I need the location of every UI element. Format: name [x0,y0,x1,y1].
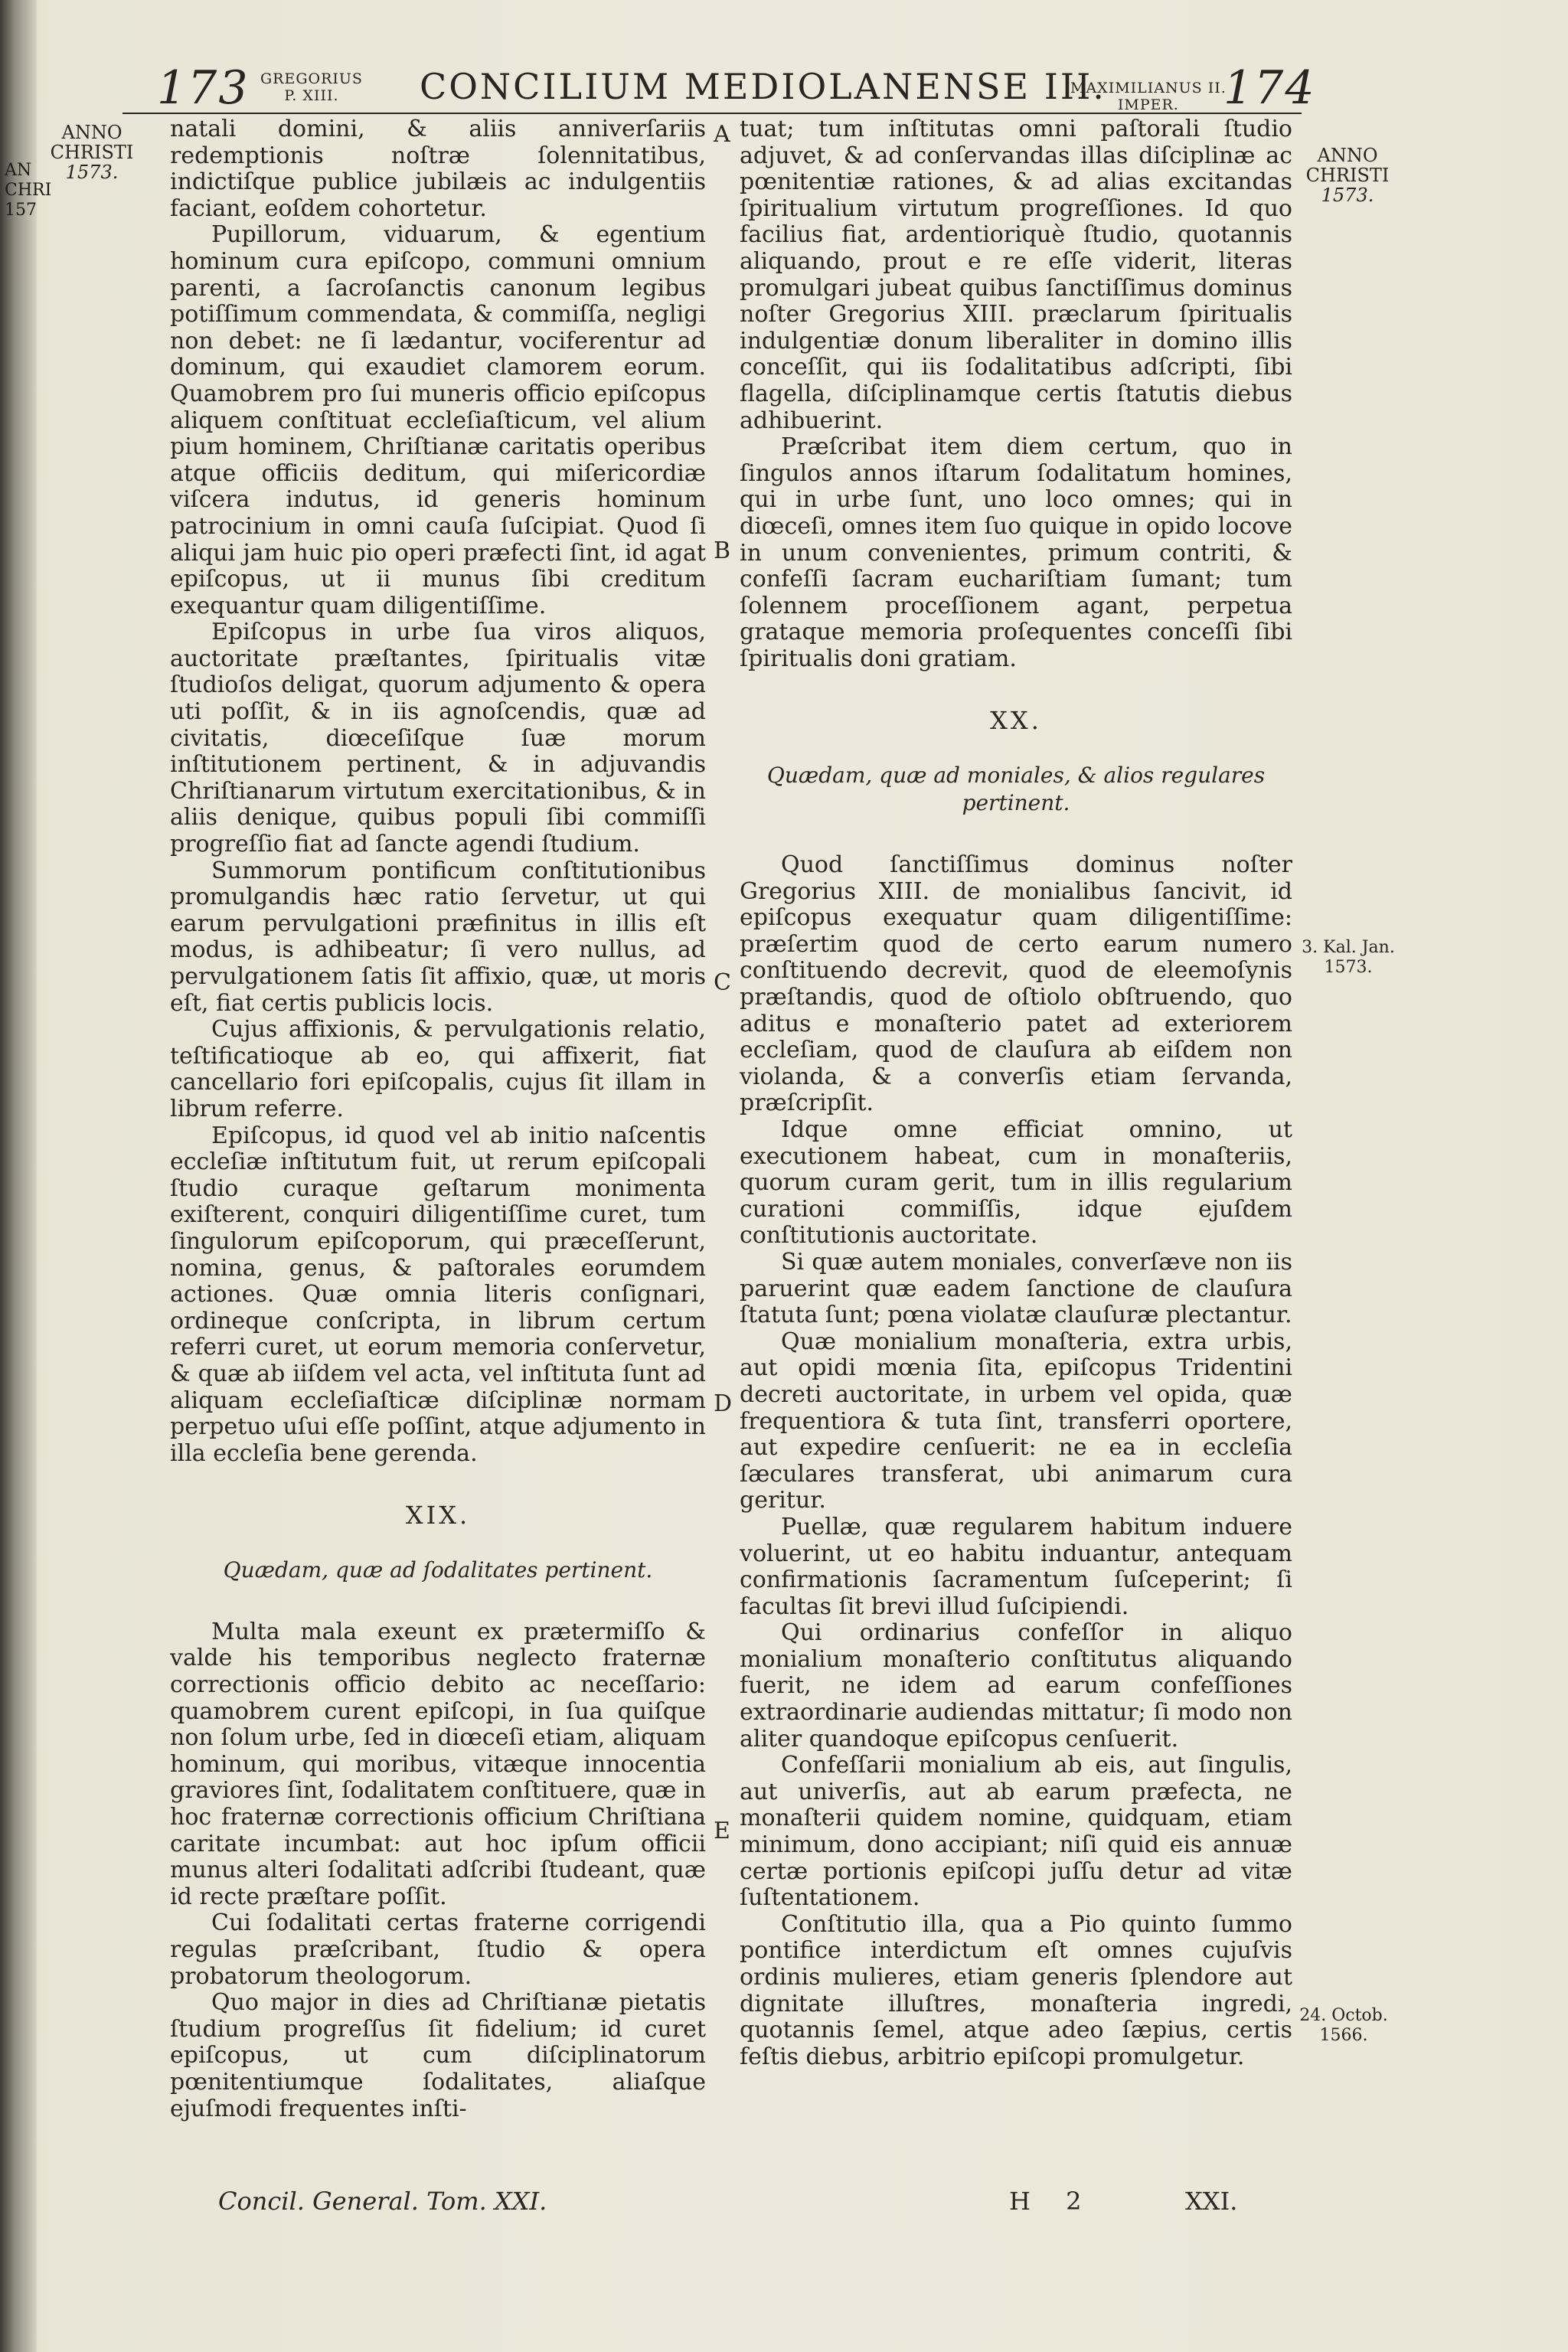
margin-letter: E [714,1818,730,1844]
right-text-column [740,116,1292,2070]
paragraph: Qui ordinarius confeſſor in aliquo monialium monaſterio conſtitutus aliquando fuerit, ne idem ad earum confeſſiones extraordinarie audiendas mittatur; ſi modo non aliter quandoque epiſcopus cenſuerit. [740,1619,1292,1753]
right-running-head: MAXIMILIANUS II. IMPER. [1070,80,1227,113]
section-number: XIX. [405,1501,471,1530]
paragraph: Puellæ, quæ regularem habitum induere voluerint, ut eo habitu induantur, antequam confirmationis ſacramentum ſuſceperint; ſi facultas ſit brevi illud ſuſcipiendi. [740,1513,1292,1620]
left-text-column [170,116,706,2122]
margin-letter: A [714,121,730,148]
right-year-note: ANNO CHRISTI 1573. [1305,145,1390,206]
header-rule [122,113,1302,114]
date-note: 3. Kal. Jan. 1573. [1302,938,1395,977]
footer-volume: Concil. General. Tom. XXI. [218,2187,547,2216]
paragraph: natali domini, & aliis anniverſariis redemptionis noſtræ ſolennitatibus, indictiſque publice jubilæis ac indulgentiis faciant, eoſdem cohortetur. [170,116,706,222]
margin-letter: D [714,1390,733,1417]
paragraph: Pupillorum, viduarum, & egentium hominum cura epiſcopo, communi omnium parenti, a ſacroſanctis canonum legibus potiſſimum commendata, & commiſſa, negligi non debet: ne ſi lædantur, vociferentur ad dominum, qui exaudiet clamorem eorum. Quamobrem pro ſui muneris officio epiſcopus aliquem conſtituat eccleſiaſticum, vel alium pium hominem, Chriſtianæ caritatis operibus atque officiis deditum, qui miſericordiæ viſcera indutus, id generis hominum patrocinium in omni cauſa ſuſcipiat. Quod ſi aliqui jam huic pio operi præfecti ſint, id agat epiſcopus, ut ii munus ſibi creditum exequantur quam diligentiſſime. [170,221,706,619]
right-page-number: 174 [1223,61,1316,115]
paragraph: Idque omne efficiat omnino, ut executionem habeat, cum in monaſteriis, quorum curam gerit, tum in illis regularium curationi commiſſis, idque ejuſdem conſtitutionis auctoritate. [740,1116,1292,1250]
paragraph: Epiſcopus, id quod vel ab initio naſcentis eccleſiæ inſtitutum fuit, ut rerum epiſcopali ſtudio curaque geſtarum monimenta exiſterent, conquiri diligentiſſime curet, tum ſingulorum epiſcoporum, qui præceſſerunt, nomina, genus, & paſtorales eorumdem actiones. Quæ omnia literis conſignari, ordineque conſcripta, in librum certum referri curet, ut eorum memoria conſervetur, & quæ ab iiſdem vel acta, vel inſtituta ſunt ad aliquam eccleſiaſticæ diſciplinæ normam perpetuo uſui eſſe poſſint, atque adjumento in illa eccleſia bene gerenda. [170,1122,706,1467]
page-title: CONCILIUM MEDIOLANENSE III. [420,66,1106,107]
margin-letter: C [714,969,731,996]
date-note: 24. Octob. 1566. [1299,2006,1388,2045]
paragraph: Cujus affixionis, & pervulgationis relatio, teſtificatioque ab eo, qui affixerit, fiat cancellario fori epiſcopalis, cujus ſit illam in librum referre. [170,1016,706,1122]
paragraph: tuat; tum inſtitutas omni paſtorali ſtudio adjuvet, & ad conſervandas illas diſciplinæ ac pœnitentiæ rationes, & ad alias excitandas ſpiritualium virtutum progreſſiones. Id quo facilius fiat, ardentioriquè ſtudio, quotannis aliquando, prout e re eſſe viderit, literas promulgari jubeat quibus ſanctiſſimus dominus noſter Gregorius XIII. præclarum ſpiritualis indulgentiæ donum liberaliter in domino illis conceſſit, qui iis ſodalitatibus adſcripti, ſibi flagella, diſciplinamque certis ſtatutis diebus adhibuerint. [740,116,1292,434]
paragraph: Summorum pontificum conſtitutionibus promulgandis hæc ratio ſervetur, ut qui earum pervulgationi præfinitus in illis eſt modus, is adhibeatur; ſi vero nullus, ad pervulgationem ſatis ſit affixio, quæ, ut moris eſt, fiat certis publicis locis. [170,857,706,1017]
left-year-note: ANNO CHRISTI 1573. [50,122,134,183]
section-title: Quædam, quæ ad moniales, & alios regulares pertinent. [766,763,1266,816]
left-page-number: 173 [157,61,250,115]
paragraph: Conſtitutio illa, qua a Pio quinto ſummo pontifice interdictum eſt omnes cujuſvis ordinis mulieres, etiam generis ſplendore aut dignitate illuſtres, monaſteria ingredi, quotannis ſemel, atque adeo ſæpius, certis feſtis diebus, arbitrio epiſcopi promulgetur. [740,1910,1292,2070]
paragraph: Quod ſanctiſſimus dominus noſter Gregorius XIII. de monialibus ſancivit, id epiſcopus exequatur quam diligentiſſime: præſertim quod de certo earum numero conſtituendo decrevit, quod de eleemoſynis præſtandis, quod de oſtiolo obſtruendo, quo aditus e monaſterio patet ad exteriorem eccleſiam, quod de clauſura ab eiſdem non violanda, & a converſis etiam ſervanda, præſcripſit. [740,851,1292,1117]
paragraph: Si quæ autem moniales, converſæve non iis paruerint quæ eadem ſanctione de clauſura ſtatuta ſunt; pœna violatæ clauſuræ plectantur. [740,1248,1292,1329]
paragraph: Quo major in dies ad Chriſtianæ pietatis ſtudium progreſſus ſit fidelium; id curet epiſcopus, ut cum diſciplinatorum pœnitentiumque ſodalitates, aliaſque ejuſmodi frequentes inſti- [170,1989,706,2122]
paragraph: Multa mala exeunt ex prætermiſſo & valde his temporibus neglecto fraternæ correctionis officio debito ac neceſſario: quamobrem curent epiſcopi, in ſua quiſque non ſolum urbe, ſed in diœceſi etiam, aliquam hominum, qui moribus, vitæque innocentia graviores ſint, ſodalitatem conſtituere, quæ in hoc fraternæ correctionis officium Chriſtiana caritate incumbat: aut hoc ipſum officii munus alteri ſodalitati adſcribi ſtudeant, quæ id recte præſtare poſſit. [170,1618,706,1910]
gutter-fragment: CHRI [5,181,52,200]
paragraph: Epiſcopus in urbe ſua viros aliquos, auctoritate præſtantes, ſpiritualis vitæ ſtudioſos deligat, quorum adjumento & opera uti poſſit, & in iis agnoſcendis, quæ ad civitatis, diœceſiſque ſuæ morum inſtitutionem pertinent, & in adjuvandis Chriſtianarum virtutum exercitationibus, & in aliis denique, quibus populi ſibi commiſſi progreſſio fiat ad ſancte agendi ſtudium. [170,619,706,858]
gutter-fragment: AN [5,161,32,180]
footer-tome: XXI. [1185,2187,1238,2216]
gutter-fragment: 157 [5,201,37,220]
footer-signature: H 2 [1009,2187,1096,2216]
paragraph: Cui ſodalitati certas fraterne corrigendi regulas præſcribant, ſtudio & opera probatorum theologorum. [170,1909,706,1990]
margin-letter: B [714,537,731,564]
section-title: Quædam, quæ ad ſodalitates pertinent. [223,1557,653,1583]
paragraph: Quæ monialium monaſteria, extra urbis, aut opidi mœnia ſita, epiſcopus Tridentini decreti auctoritate, in urbem vel opida, quæ frequentiora & tuta ſint, transferri oportere, aut expedire cenſuerit: ne ea in eccleſia ſæculares transferat, ubi animarum cura geritur. [740,1328,1292,1514]
book-gutter [0,0,52,2352]
left-running-head: GREGORIUS P. XIII. [260,70,363,104]
section-number: XX. [990,706,1042,736]
paragraph: Præſcribat item diem certum, quo in ſingulos annos iſtarum ſodalitatum homines, qui in urbe ſunt, uno loco omnes; qui in diœceſi, omnes item ſuo quique in opido locove in unum convenientes, primum contriti, & confeſſi ſacram euchariſtiam ſumant; tum ſolennem proceſſionem agant, perpetua grataque memoria proſequentes conceſſi ſibi ſpiritualis doni gratiam. [740,433,1292,672]
paragraph: Confeſſarii monialium ab eis, aut ſingulis, aut univerſis, aut ab earum præfecta, ne monaſterii quidem nomine, quidquam, etiam minimum, dono accipiant; niſi quid eis annuæ certæ portionis epiſcopi juſſu detur ad vitæ ſuſtentationem. [740,1752,1292,1912]
